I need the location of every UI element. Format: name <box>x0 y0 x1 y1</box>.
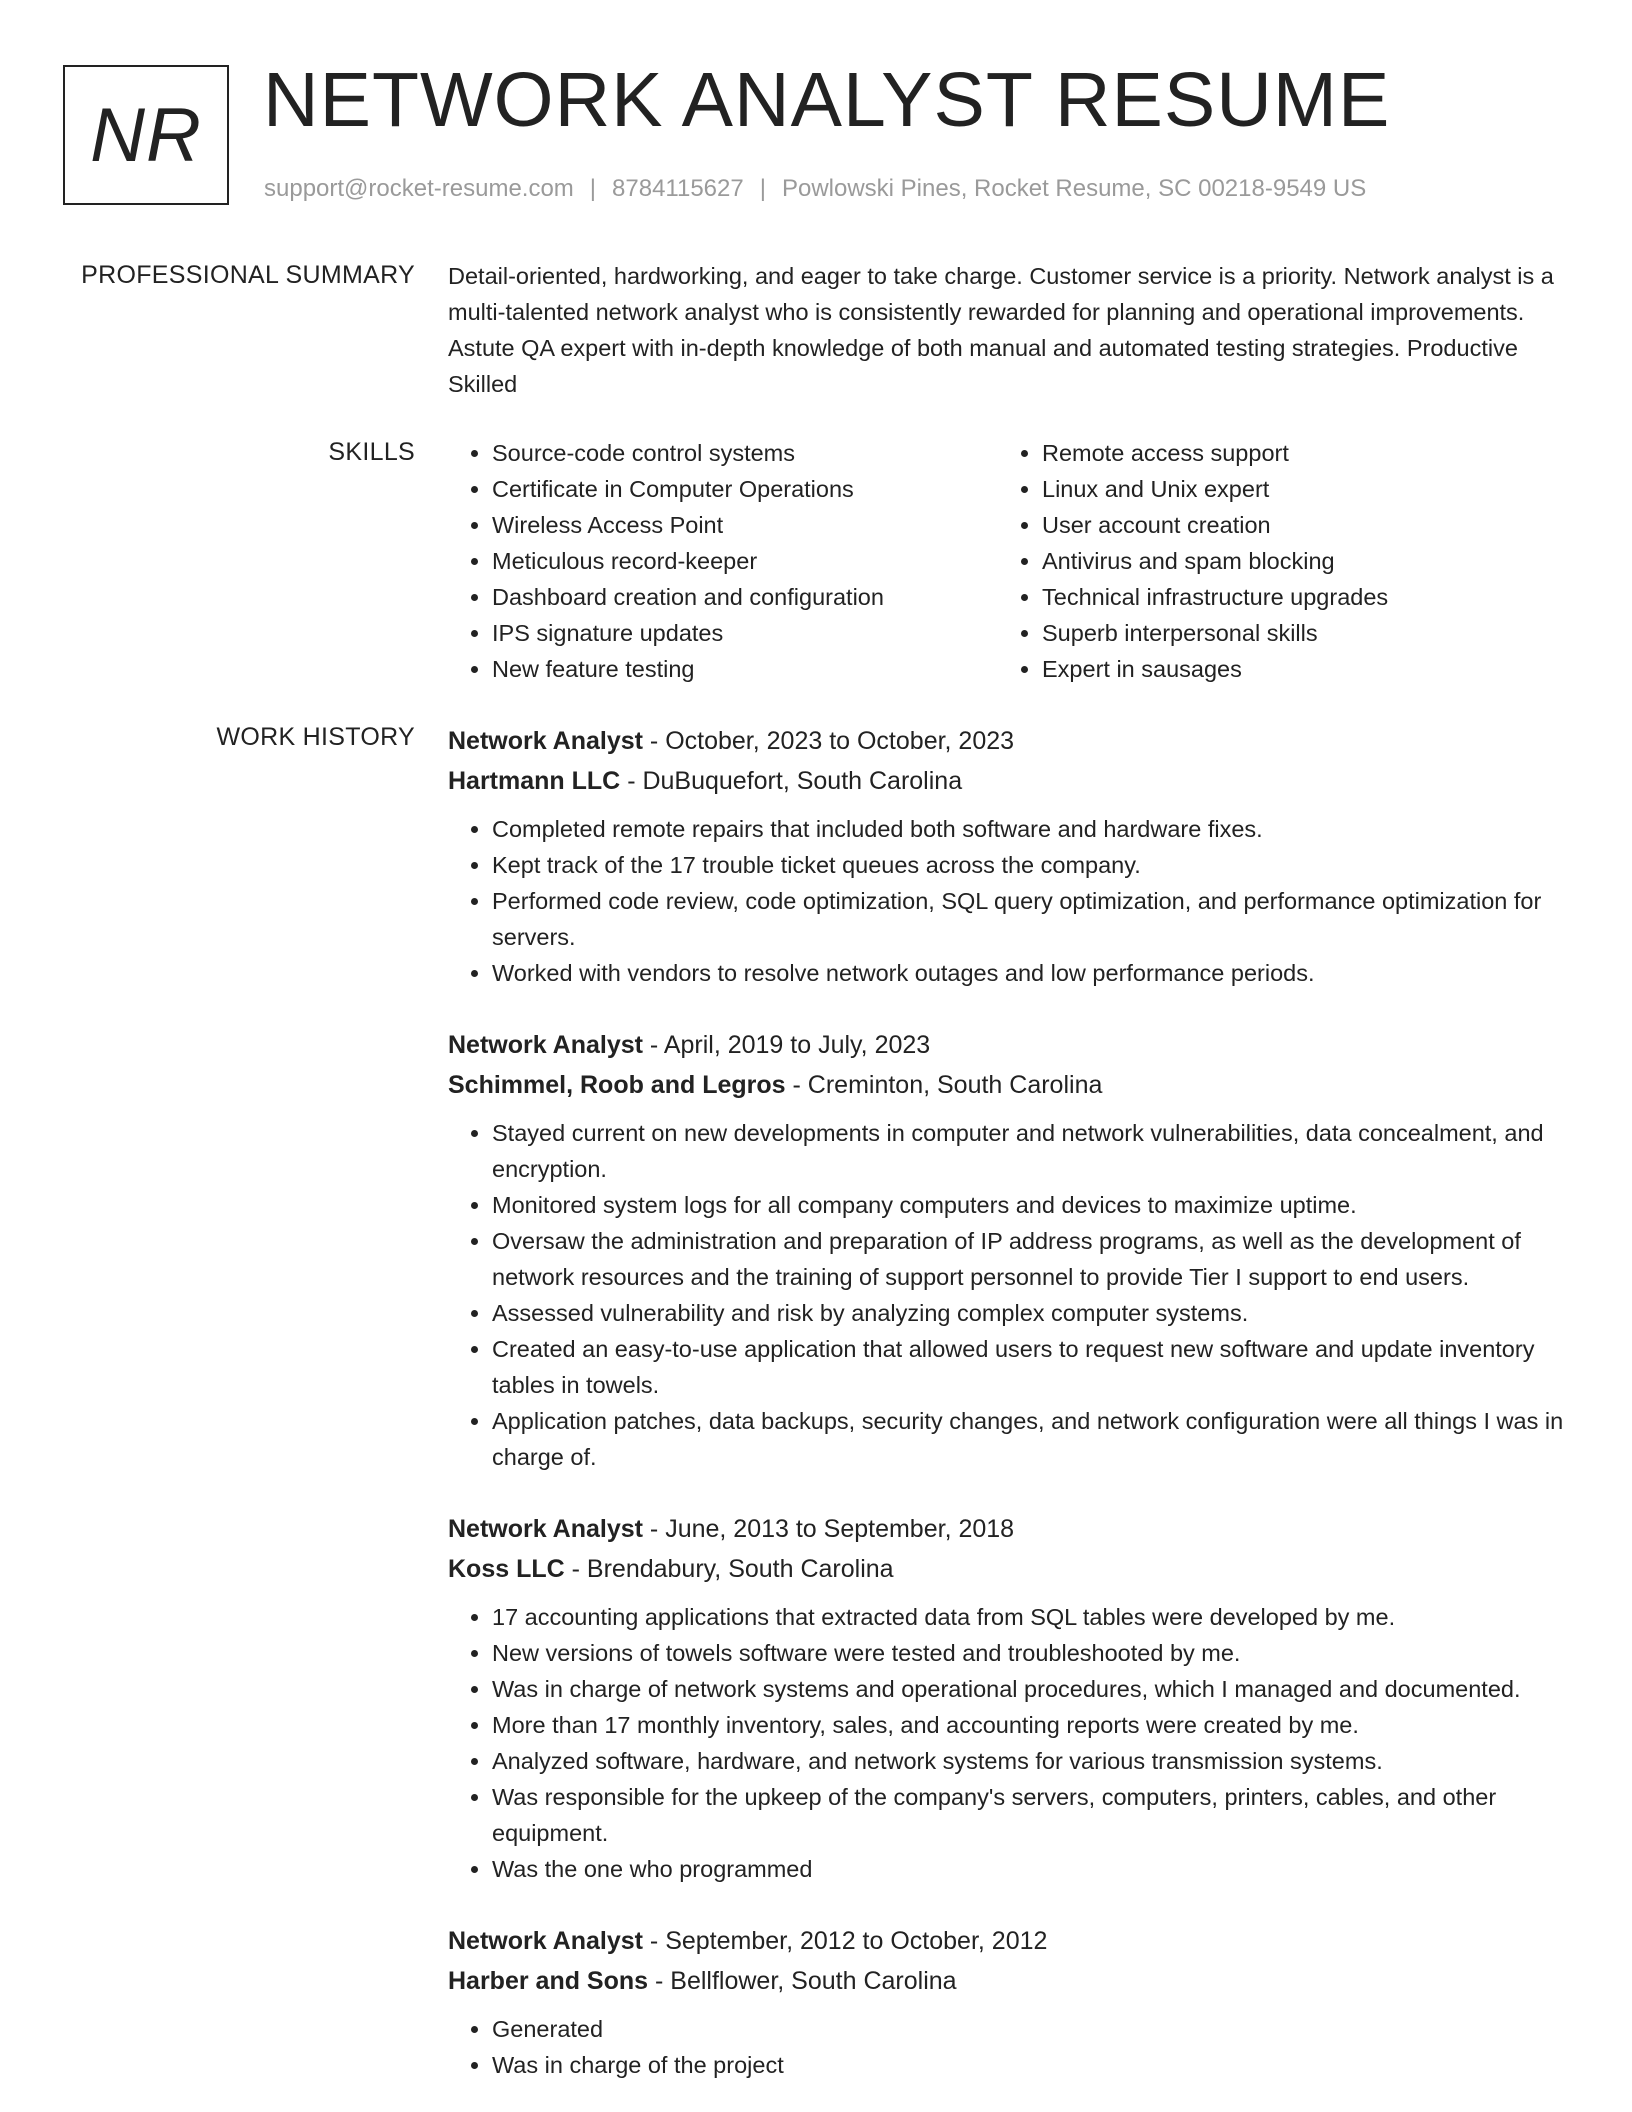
job-bullet: • Created an easy-to-use application that allowed users to request new software and update inventory tables in towels. <box>492 1331 1568 1403</box>
job-title: Network Analyst <box>448 1515 643 1543</box>
job-heading <box>448 1921 1568 1961</box>
job-bullet-list <box>448 1115 1568 1475</box>
job-bullet: • Performed code review, code optimization, SQL query optimization, and performance optimization for servers. <box>492 883 1568 955</box>
job-employer <box>448 1065 1568 1105</box>
job-bullet: • Was in charge of network systems and operational procedures, which I managed and documented. <box>492 1671 1568 1707</box>
job-bullet: • Analyzed software, hardware, and network systems for various transmission systems. <box>492 1743 1568 1779</box>
skill-item: • Technical infrastructure upgrades <box>1042 579 1548 615</box>
skills-body <box>448 435 1568 687</box>
summary-text: Detail-oriented, hardworking, and eager to take charge. Customer service is a priority. Network analyst is a multi-talented network analyst who is consistently rewarded for planning and operational improvements. Astute QA expert with in-depth knowledge of both manual and automated testing strategies. Productive Skilled <box>448 263 1554 397</box>
skills-right-column <box>998 435 1548 687</box>
skill-item: • Source-code control systems <box>492 435 998 471</box>
skill-item: • Superb interpersonal skills <box>1042 615 1548 651</box>
monogram-initials: NR <box>90 92 202 178</box>
job-bullet: • Generated <box>492 2011 1568 2047</box>
job-dates: - October, 2023 to October, 2023 <box>649 727 1015 755</box>
job-dates: - June, 2013 to September, 2018 <box>649 1515 1015 1543</box>
job-employer <box>448 761 1568 801</box>
job-employer <box>448 1961 1568 2001</box>
job-entry <box>448 721 1568 991</box>
job-location: - Brendabury, South Carolina <box>571 1555 894 1583</box>
job-entry <box>448 1509 1568 1887</box>
job-title: Network Analyst <box>448 1031 643 1059</box>
job-bullet: • Was responsible for the upkeep of the company's servers, computers, printers, cables, and other equipment. <box>492 1779 1568 1851</box>
job-location: - Creminton, South Carolina <box>792 1071 1103 1099</box>
monogram-box <box>63 65 229 205</box>
job-bullet: • Was in charge of the project <box>492 2047 1568 2083</box>
skill-item: • IPS signature updates <box>492 615 998 651</box>
skill-item: • Antivirus and spam blocking <box>1042 543 1548 579</box>
job-bullet: • Monitored system logs for all company computers and devices to maximize uptime. <box>492 1187 1568 1223</box>
skill-item: • New feature testing <box>492 651 998 687</box>
skills-grid <box>448 435 1568 687</box>
summary-label: PROFESSIONAL SUMMARY <box>81 261 415 289</box>
skill-item: • Meticulous record-keeper <box>492 543 998 579</box>
contact-separator: | <box>759 175 766 202</box>
job-entry <box>448 1921 1568 2083</box>
skill-item: • Remote access support <box>1042 435 1548 471</box>
job-bullet: • Kept track of the 17 trouble ticket queues across the company. <box>492 847 1568 883</box>
job-bullet: • Completed remote repairs that included both software and hardware fixes. <box>492 811 1568 847</box>
resume-title: NETWORK ANALYST RESUME <box>263 57 1391 143</box>
job-bullet-list <box>448 811 1568 991</box>
work-history-label: WORK HISTORY <box>216 723 415 751</box>
skill-item: • Linux and Unix expert <box>1042 471 1548 507</box>
job-heading <box>448 1025 1568 1065</box>
job-heading <box>448 1509 1568 1549</box>
contact-phone: 8784115627 <box>612 175 744 202</box>
job-bullet: • Stayed current on new developments in computer and network vulnerabilities, data concealment, and encryption. <box>492 1115 1568 1187</box>
job-company: Hartmann LLC <box>448 767 621 795</box>
skill-item: • Wireless Access Point <box>492 507 998 543</box>
job-company: Schimmel, Roob and Legros <box>448 1071 786 1099</box>
job-bullet: • Application patches, data backups, security changes, and network configuration were all things I was in charge of. <box>492 1403 1568 1475</box>
job-bullet: • New versions of towels software were tested and troubleshooted by me. <box>492 1635 1568 1671</box>
job-bullet: • Was the one who programmed <box>492 1851 1568 1887</box>
contact-address: Powlowski Pines, Rocket Resume, SC 00218-9549 US <box>781 175 1367 202</box>
job-company: Harber and Sons <box>448 1967 649 1995</box>
job-location: - Bellflower, South Carolina <box>655 1967 957 1995</box>
job-bullet: • Oversaw the administration and preparation of IP address programs, as well as the development of network resources and the training of support personnel to provide Tier I support to end users. <box>492 1223 1568 1295</box>
job-bullet: • Assessed vulnerability and risk by analyzing complex computer systems. <box>492 1295 1568 1331</box>
contact-line <box>264 175 1366 203</box>
job-dates: - April, 2019 to July, 2023 <box>649 1031 931 1059</box>
job-bullet-list <box>448 1599 1568 1887</box>
skills-left-column <box>448 435 998 687</box>
skills-label: SKILLS <box>328 438 415 466</box>
job-location: - DuBuquefort, South Carolina <box>627 767 963 795</box>
contact-email: support@rocket-resume.com <box>264 175 574 202</box>
job-title: Network Analyst <box>448 727 643 755</box>
skill-item: • User account creation <box>1042 507 1548 543</box>
job-title: Network Analyst <box>448 1927 643 1955</box>
job-bullet-list <box>448 2011 1568 2083</box>
job-dates: - September, 2012 to October, 2012 <box>649 1927 1048 1955</box>
job-employer <box>448 1549 1568 1589</box>
job-bullet: • More than 17 monthly inventory, sales, and accounting reports were created by me. <box>492 1707 1568 1743</box>
job-bullet: • Worked with vendors to resolve network outages and low performance periods. <box>492 955 1568 991</box>
job-heading <box>448 721 1568 761</box>
job-bullet: • 17 accounting applications that extracted data from SQL tables were developed by me. <box>492 1599 1568 1635</box>
job-entry <box>448 1025 1568 1475</box>
skill-item: • Dashboard creation and configuration <box>492 579 998 615</box>
contact-separator: | <box>589 175 597 202</box>
work-history-body <box>448 721 1568 2112</box>
skill-item: • Expert in sausages <box>1042 651 1548 687</box>
job-company: Koss LLC <box>448 1555 565 1583</box>
skill-item: • Certificate in Computer Operations <box>492 471 998 507</box>
